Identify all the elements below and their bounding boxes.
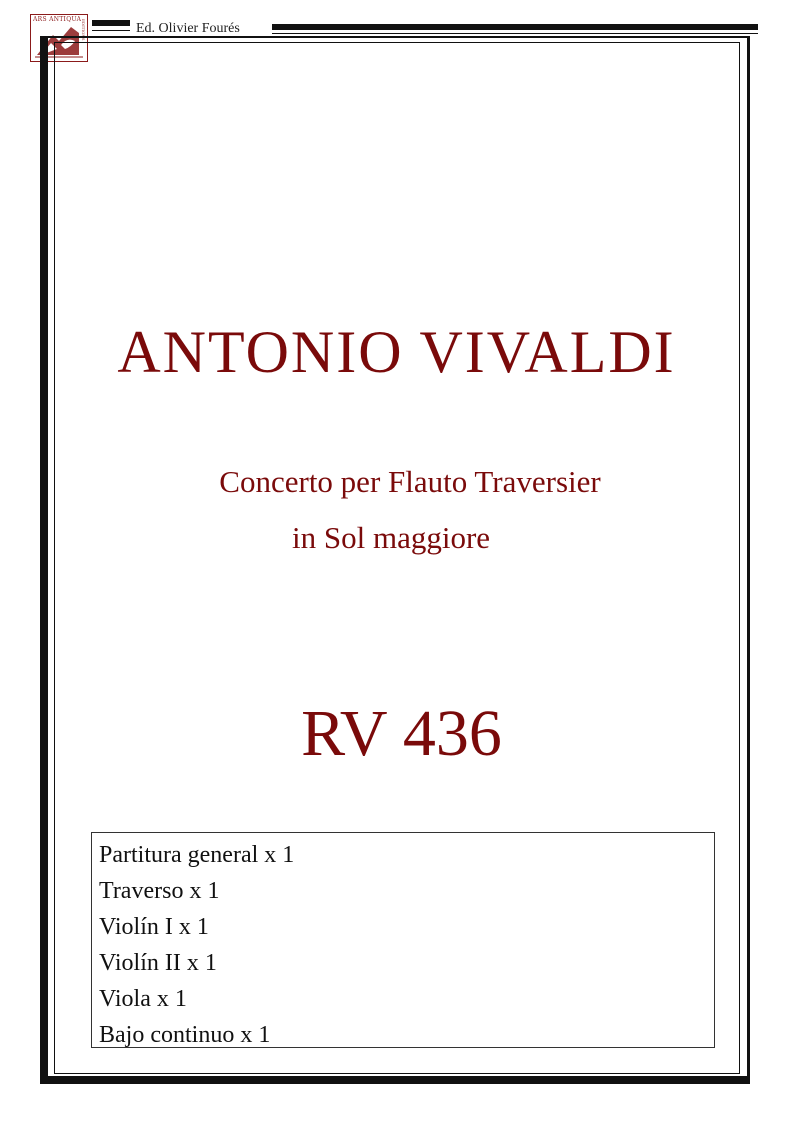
- part-item: Violín I x 1: [99, 914, 209, 940]
- work-title-line1: Concerto per Flauto Traversier: [219, 464, 601, 499]
- header-bar-left: [92, 20, 130, 26]
- header-bar-right: [272, 24, 758, 30]
- part-item: Partitura general x 1: [99, 842, 295, 868]
- part-item: Viola x 1: [99, 986, 187, 1012]
- header-rule-left: [92, 30, 130, 31]
- work-title-line2: in Sol maggiore: [292, 520, 491, 555]
- part-item: Violín II x 1: [99, 950, 217, 976]
- catalog-number: RV 436: [301, 697, 502, 770]
- logo-text: ARS ANTIQUA: [33, 16, 82, 23]
- composer-name: ANTONIO VIVALDI: [117, 319, 676, 385]
- part-item: Traverso x 1: [99, 878, 220, 904]
- logo-side-text: EDITIONS: [81, 19, 86, 41]
- part-item: Bajo continuo x 1: [99, 1022, 271, 1048]
- header-rule-right: [272, 33, 758, 34]
- editor-credit: Ed. Olivier Fourés: [136, 21, 240, 36]
- parts-list-box: [91, 832, 715, 1048]
